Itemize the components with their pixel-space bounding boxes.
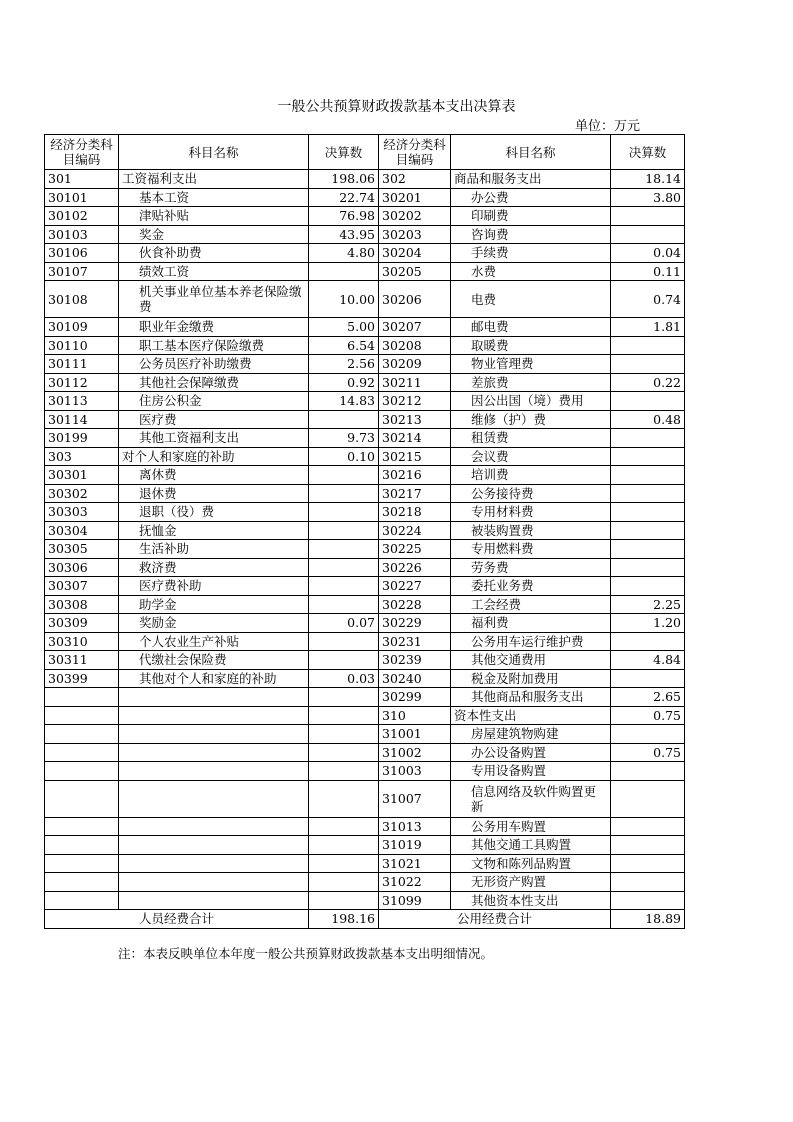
right-amount-cell: 0.04 bbox=[611, 244, 685, 263]
left-code-cell bbox=[45, 688, 119, 707]
table-row bbox=[45, 632, 685, 651]
right-name-cell: 被装购置费 bbox=[451, 521, 611, 540]
right-code-cell: 31007 bbox=[379, 780, 451, 817]
left-code-cell: 30306 bbox=[45, 558, 119, 577]
right-code-cell: 30217 bbox=[379, 484, 451, 503]
left-amount-cell bbox=[309, 595, 379, 614]
right-code-cell: 31022 bbox=[379, 873, 451, 892]
left-amount-cell bbox=[309, 484, 379, 503]
left-name-cell bbox=[119, 836, 309, 855]
left-name-cell: 机关事业单位基本养老保险缴费 bbox=[119, 281, 309, 318]
left-code-cell bbox=[45, 817, 119, 836]
left-code-cell: 30102 bbox=[45, 207, 119, 226]
right-code-cell: 30231 bbox=[379, 632, 451, 651]
right-amount-cell: 2.25 bbox=[611, 595, 685, 614]
left-amount-cell bbox=[309, 503, 379, 522]
header-code-right: 经济分类科目编码 bbox=[379, 135, 451, 170]
right-amount-cell bbox=[611, 429, 685, 448]
left-code-cell: 30305 bbox=[45, 540, 119, 559]
right-amount-cell bbox=[611, 521, 685, 540]
left-code-cell: 30307 bbox=[45, 577, 119, 596]
table-row bbox=[45, 429, 685, 448]
page-title: 一般公共预算财政拨款基本支出决算表 bbox=[277, 99, 516, 115]
left-name-cell: 公务员医疗补助缴费 bbox=[119, 355, 309, 374]
left-code-cell: 30308 bbox=[45, 595, 119, 614]
right-code-cell: 30224 bbox=[379, 521, 451, 540]
right-name-cell: 办公费 bbox=[451, 188, 611, 207]
left-amount-cell bbox=[309, 725, 379, 744]
left-name-cell: 住房公积金 bbox=[119, 392, 309, 411]
left-amount-cell: 0.92 bbox=[309, 373, 379, 392]
left-code-cell: 30111 bbox=[45, 355, 119, 374]
right-name-cell: 水费 bbox=[451, 262, 611, 281]
left-name-cell bbox=[119, 891, 309, 910]
left-code-cell: 30106 bbox=[45, 244, 119, 263]
left-code-cell bbox=[45, 836, 119, 855]
left-code-cell bbox=[45, 743, 119, 762]
right-name-cell: 房屋建筑物购建 bbox=[451, 725, 611, 744]
right-name-cell: 商品和服务支出 bbox=[451, 170, 611, 189]
personnel-total-label: 人员经费合计 bbox=[45, 910, 309, 929]
left-amount-cell: 22.74 bbox=[309, 188, 379, 207]
table-row bbox=[45, 743, 685, 762]
right-code-cell: 31001 bbox=[379, 725, 451, 744]
right-amount-cell bbox=[611, 873, 685, 892]
right-amount-cell: 0.75 bbox=[611, 743, 685, 762]
right-amount-cell bbox=[611, 632, 685, 651]
right-amount-cell bbox=[611, 447, 685, 466]
left-code-cell bbox=[45, 762, 119, 781]
table-row bbox=[45, 355, 685, 374]
left-name-cell: 代缴社会保险费 bbox=[119, 651, 309, 670]
left-code-cell bbox=[45, 706, 119, 725]
left-code-cell: 30110 bbox=[45, 336, 119, 355]
header-name-left: 科目名称 bbox=[119, 135, 309, 170]
left-name-cell: 职业年金缴费 bbox=[119, 318, 309, 337]
left-code-cell: 30109 bbox=[45, 318, 119, 337]
table-row bbox=[45, 614, 685, 633]
left-amount-cell: 4.80 bbox=[309, 244, 379, 263]
right-name-cell: 手续费 bbox=[451, 244, 611, 263]
table-row bbox=[45, 484, 685, 503]
table-row bbox=[45, 558, 685, 577]
left-code-cell: 30399 bbox=[45, 669, 119, 688]
unit-label: 单位：万元 bbox=[575, 119, 641, 134]
right-amount-cell bbox=[611, 558, 685, 577]
left-amount-cell bbox=[309, 817, 379, 836]
left-name-cell bbox=[119, 688, 309, 707]
right-amount-cell bbox=[611, 854, 685, 873]
right-code-cell: 31013 bbox=[379, 817, 451, 836]
left-name-cell: 工资福利支出 bbox=[119, 170, 309, 189]
table-row bbox=[45, 595, 685, 614]
right-amount-cell bbox=[611, 836, 685, 855]
public-total-amount: 18.89 bbox=[611, 910, 685, 929]
public-total-label: 公用经费合计 bbox=[379, 910, 611, 929]
left-amount-cell: 0.03 bbox=[309, 669, 379, 688]
left-amount-cell bbox=[309, 521, 379, 540]
right-name-cell: 其他商品和服务支出 bbox=[451, 688, 611, 707]
table-row bbox=[45, 651, 685, 670]
right-name-cell: 公务接待费 bbox=[451, 484, 611, 503]
right-name-cell: 公务用车运行维护费 bbox=[451, 632, 611, 651]
left-amount-cell bbox=[309, 577, 379, 596]
right-name-cell: 物业管理费 bbox=[451, 355, 611, 374]
right-name-cell: 其他资本性支出 bbox=[451, 891, 611, 910]
left-name-cell: 医疗费 bbox=[119, 410, 309, 429]
table-row bbox=[45, 188, 685, 207]
right-code-cell: 30211 bbox=[379, 373, 451, 392]
left-code-cell: 30114 bbox=[45, 410, 119, 429]
right-amount-cell bbox=[611, 780, 685, 817]
left-amount-cell: 2.56 bbox=[309, 355, 379, 374]
left-code-cell: 301 bbox=[45, 170, 119, 189]
right-amount-cell bbox=[611, 225, 685, 244]
table-row bbox=[45, 373, 685, 392]
right-code-cell: 30202 bbox=[379, 207, 451, 226]
left-amount-cell bbox=[309, 743, 379, 762]
right-name-cell: 工会经费 bbox=[451, 595, 611, 614]
right-code-cell: 30215 bbox=[379, 447, 451, 466]
left-code-cell: 30113 bbox=[45, 392, 119, 411]
right-code-cell: 30229 bbox=[379, 614, 451, 633]
table-row bbox=[45, 854, 685, 873]
left-amount-cell: 14.83 bbox=[309, 392, 379, 411]
left-name-cell bbox=[119, 762, 309, 781]
left-amount-cell: 9.73 bbox=[309, 429, 379, 448]
right-name-cell: 专用材料费 bbox=[451, 503, 611, 522]
right-name-cell: 办公设备购置 bbox=[451, 743, 611, 762]
table-row bbox=[45, 521, 685, 540]
right-amount-cell: 18.14 bbox=[611, 170, 685, 189]
right-code-cell: 31099 bbox=[379, 891, 451, 910]
right-code-cell: 30204 bbox=[379, 244, 451, 263]
right-code-cell: 30225 bbox=[379, 540, 451, 559]
left-name-cell: 离休费 bbox=[119, 466, 309, 485]
right-name-cell: 信息网络及软件购置更新 bbox=[451, 780, 611, 817]
right-name-cell: 专用燃料费 bbox=[451, 540, 611, 559]
table-row bbox=[45, 281, 685, 318]
table-row bbox=[45, 207, 685, 226]
left-amount-cell: 198.06 bbox=[309, 170, 379, 189]
header-row bbox=[45, 135, 685, 170]
left-code-cell: 30311 bbox=[45, 651, 119, 670]
left-amount-cell bbox=[309, 651, 379, 670]
left-name-cell: 救济费 bbox=[119, 558, 309, 577]
right-name-cell: 维修（护）费 bbox=[451, 410, 611, 429]
right-name-cell: 委托业务费 bbox=[451, 577, 611, 596]
left-name-cell: 伙食补助费 bbox=[119, 244, 309, 263]
left-name-cell bbox=[119, 706, 309, 725]
table-row bbox=[45, 780, 685, 817]
left-amount-cell: 0.10 bbox=[309, 447, 379, 466]
left-code-cell bbox=[45, 725, 119, 744]
left-code-cell: 30310 bbox=[45, 632, 119, 651]
left-name-cell: 其他对个人和家庭的补助 bbox=[119, 669, 309, 688]
table-row bbox=[45, 410, 685, 429]
right-code-cell: 30213 bbox=[379, 410, 451, 429]
right-amount-cell bbox=[611, 503, 685, 522]
left-name-cell: 抚恤金 bbox=[119, 521, 309, 540]
table-row bbox=[45, 244, 685, 263]
right-name-cell: 因公出国（境）费用 bbox=[451, 392, 611, 411]
left-code-cell: 30107 bbox=[45, 262, 119, 281]
left-name-cell: 退职（役）费 bbox=[119, 503, 309, 522]
left-name-cell: 医疗费补助 bbox=[119, 577, 309, 596]
right-amount-cell: 0.74 bbox=[611, 281, 685, 318]
left-amount-cell bbox=[309, 558, 379, 577]
right-code-cell: 30214 bbox=[379, 429, 451, 448]
left-code-cell: 30309 bbox=[45, 614, 119, 633]
right-name-cell: 培训费 bbox=[451, 466, 611, 485]
left-amount-cell bbox=[309, 706, 379, 725]
right-name-cell: 租赁费 bbox=[451, 429, 611, 448]
right-code-cell: 30207 bbox=[379, 318, 451, 337]
left-amount-cell bbox=[309, 262, 379, 281]
left-code-cell: 303 bbox=[45, 447, 119, 466]
left-amount-cell: 5.00 bbox=[309, 318, 379, 337]
header-name-right: 科目名称 bbox=[451, 135, 611, 170]
right-code-cell: 30216 bbox=[379, 466, 451, 485]
right-name-cell: 邮电费 bbox=[451, 318, 611, 337]
right-amount-cell bbox=[611, 725, 685, 744]
table-body bbox=[45, 170, 685, 910]
table-row bbox=[45, 262, 685, 281]
left-code-cell: 30301 bbox=[45, 466, 119, 485]
right-name-cell: 会议费 bbox=[451, 447, 611, 466]
right-amount-cell: 0.75 bbox=[611, 706, 685, 725]
left-name-cell: 生活补助 bbox=[119, 540, 309, 559]
right-name-cell: 公务用车购置 bbox=[451, 817, 611, 836]
right-code-cell: 30240 bbox=[379, 669, 451, 688]
left-name-cell bbox=[119, 743, 309, 762]
left-name-cell: 其他工资福利支出 bbox=[119, 429, 309, 448]
left-amount-cell bbox=[309, 688, 379, 707]
right-code-cell: 30218 bbox=[379, 503, 451, 522]
right-code-cell: 302 bbox=[379, 170, 451, 189]
table-row bbox=[45, 447, 685, 466]
left-amount-cell bbox=[309, 540, 379, 559]
right-amount-cell bbox=[611, 392, 685, 411]
left-amount-cell: 0.07 bbox=[309, 614, 379, 633]
left-code-cell: 30199 bbox=[45, 429, 119, 448]
table-row bbox=[45, 817, 685, 836]
right-name-cell: 无形资产购置 bbox=[451, 873, 611, 892]
left-name-cell bbox=[119, 817, 309, 836]
left-name-cell: 助学金 bbox=[119, 595, 309, 614]
table-row bbox=[45, 891, 685, 910]
left-code-cell: 30304 bbox=[45, 521, 119, 540]
table-row bbox=[45, 318, 685, 337]
left-code-cell: 30108 bbox=[45, 281, 119, 318]
right-amount-cell: 0.48 bbox=[611, 410, 685, 429]
right-name-cell: 其他交通工具购置 bbox=[451, 836, 611, 855]
footnote: 注：本表反映单位本年度一般公共预算财政拨款基本支出明细情况。 bbox=[118, 946, 494, 961]
right-name-cell: 专用设备购置 bbox=[451, 762, 611, 781]
right-amount-cell: 3.80 bbox=[611, 188, 685, 207]
right-code-cell: 30212 bbox=[379, 392, 451, 411]
left-name-cell: 个人农业生产补贴 bbox=[119, 632, 309, 651]
right-amount-cell bbox=[611, 817, 685, 836]
right-name-cell: 税金及附加费用 bbox=[451, 669, 611, 688]
left-name-cell: 基本工资 bbox=[119, 188, 309, 207]
right-code-cell: 30206 bbox=[379, 281, 451, 318]
right-code-cell: 31002 bbox=[379, 743, 451, 762]
left-amount-cell bbox=[309, 873, 379, 892]
left-name-cell: 对个人和家庭的补助 bbox=[119, 447, 309, 466]
right-amount-cell bbox=[611, 355, 685, 374]
left-code-cell bbox=[45, 873, 119, 892]
left-code-cell bbox=[45, 891, 119, 910]
left-amount-cell: 6.54 bbox=[309, 336, 379, 355]
right-code-cell: 30205 bbox=[379, 262, 451, 281]
left-amount-cell: 76.98 bbox=[309, 207, 379, 226]
left-code-cell bbox=[45, 854, 119, 873]
right-name-cell: 咨询费 bbox=[451, 225, 611, 244]
left-amount-cell bbox=[309, 854, 379, 873]
table-row bbox=[45, 503, 685, 522]
right-amount-cell bbox=[611, 577, 685, 596]
right-name-cell: 差旅费 bbox=[451, 373, 611, 392]
left-code-cell: 30103 bbox=[45, 225, 119, 244]
header-code-left: 经济分类科目编码 bbox=[45, 135, 119, 170]
left-amount-cell bbox=[309, 762, 379, 781]
right-code-cell: 30201 bbox=[379, 188, 451, 207]
right-amount-cell bbox=[611, 207, 685, 226]
table-row bbox=[45, 466, 685, 485]
left-amount-cell bbox=[309, 410, 379, 429]
right-code-cell: 30226 bbox=[379, 558, 451, 577]
left-name-cell bbox=[119, 854, 309, 873]
right-amount-cell bbox=[611, 891, 685, 910]
header-amount-left: 决算数 bbox=[309, 135, 379, 170]
right-amount-cell: 0.11 bbox=[611, 262, 685, 281]
left-name-cell: 奖励金 bbox=[119, 614, 309, 633]
left-amount-cell bbox=[309, 466, 379, 485]
right-name-cell: 资本性支出 bbox=[451, 706, 611, 725]
table-row bbox=[45, 762, 685, 781]
left-code-cell: 30101 bbox=[45, 188, 119, 207]
totals-row bbox=[45, 910, 685, 929]
left-code-cell bbox=[45, 780, 119, 817]
right-name-cell: 其他交通费用 bbox=[451, 651, 611, 670]
table-row bbox=[45, 873, 685, 892]
right-code-cell: 30203 bbox=[379, 225, 451, 244]
right-amount-cell bbox=[611, 466, 685, 485]
right-amount-cell bbox=[611, 484, 685, 503]
table-row bbox=[45, 725, 685, 744]
right-amount-cell: 1.20 bbox=[611, 614, 685, 633]
personnel-total-amount: 198.16 bbox=[309, 910, 379, 929]
table-row bbox=[45, 225, 685, 244]
right-amount-cell bbox=[611, 762, 685, 781]
right-name-cell: 劳务费 bbox=[451, 558, 611, 577]
right-amount-cell: 4.84 bbox=[611, 651, 685, 670]
left-name-cell: 绩效工资 bbox=[119, 262, 309, 281]
left-amount-cell: 10.00 bbox=[309, 281, 379, 318]
right-name-cell: 电费 bbox=[451, 281, 611, 318]
left-amount-cell bbox=[309, 780, 379, 817]
right-amount-cell bbox=[611, 540, 685, 559]
right-name-cell: 印刷费 bbox=[451, 207, 611, 226]
left-name-cell bbox=[119, 725, 309, 744]
left-name-cell bbox=[119, 873, 309, 892]
right-code-cell: 31003 bbox=[379, 762, 451, 781]
table-row bbox=[45, 170, 685, 189]
right-code-cell: 31021 bbox=[379, 854, 451, 873]
right-code-cell: 30227 bbox=[379, 577, 451, 596]
left-code-cell: 30303 bbox=[45, 503, 119, 522]
left-name-cell: 其他社会保障缴费 bbox=[119, 373, 309, 392]
right-amount-cell bbox=[611, 336, 685, 355]
table-row bbox=[45, 336, 685, 355]
left-code-cell: 30302 bbox=[45, 484, 119, 503]
left-name-cell: 津贴补贴 bbox=[119, 207, 309, 226]
table-row bbox=[45, 577, 685, 596]
table-row bbox=[45, 836, 685, 855]
left-amount-cell: 43.95 bbox=[309, 225, 379, 244]
left-name-cell: 奖金 bbox=[119, 225, 309, 244]
table-row bbox=[45, 688, 685, 707]
right-amount-cell: 2.65 bbox=[611, 688, 685, 707]
right-code-cell: 30299 bbox=[379, 688, 451, 707]
right-code-cell: 310 bbox=[379, 706, 451, 725]
right-code-cell: 30239 bbox=[379, 651, 451, 670]
right-amount-cell bbox=[611, 669, 685, 688]
left-amount-cell bbox=[309, 836, 379, 855]
table-row bbox=[45, 540, 685, 559]
right-code-cell: 30208 bbox=[379, 336, 451, 355]
left-amount-cell bbox=[309, 632, 379, 651]
left-name-cell bbox=[119, 780, 309, 817]
right-amount-cell: 1.81 bbox=[611, 318, 685, 337]
right-code-cell: 30209 bbox=[379, 355, 451, 374]
table-row bbox=[45, 669, 685, 688]
right-amount-cell: 0.22 bbox=[611, 373, 685, 392]
right-code-cell: 31019 bbox=[379, 836, 451, 855]
left-code-cell: 30112 bbox=[45, 373, 119, 392]
table-row bbox=[45, 392, 685, 411]
left-name-cell: 职工基本医疗保险缴费 bbox=[119, 336, 309, 355]
table-row bbox=[45, 706, 685, 725]
header-amount-right: 决算数 bbox=[611, 135, 685, 170]
right-name-cell: 取暖费 bbox=[451, 336, 611, 355]
right-code-cell: 30228 bbox=[379, 595, 451, 614]
right-name-cell: 福利费 bbox=[451, 614, 611, 633]
budget-table bbox=[44, 134, 685, 929]
left-name-cell: 退休费 bbox=[119, 484, 309, 503]
left-amount-cell bbox=[309, 891, 379, 910]
right-name-cell: 文物和陈列品购置 bbox=[451, 854, 611, 873]
